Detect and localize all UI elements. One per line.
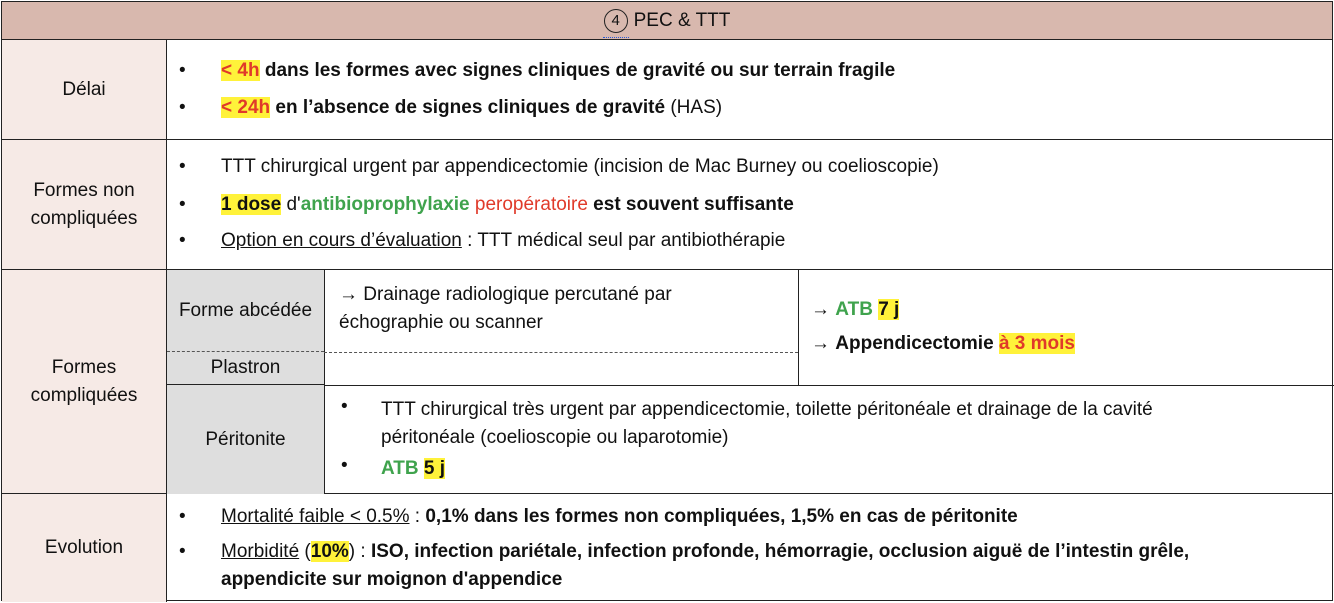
- bullet: •: [179, 194, 186, 215]
- table-title: [2, 2, 1332, 40]
- abces-text: → Drainage radiologique percutané par échographie ou scanner: [339, 284, 672, 333]
- one-dose: 1 dose: [221, 194, 282, 215]
- content-compliquees: [167, 270, 1332, 493]
- mortalite: Mortalité faible < 0.5%: [221, 506, 410, 527]
- divider: [798, 270, 799, 385]
- content-delai: [167, 40, 1332, 139]
- delay-24h: < 24h: [221, 97, 271, 118]
- label-delai: Délai: [2, 40, 167, 139]
- label-evolution: Evolution: [2, 494, 167, 602]
- bullet: •: [179, 541, 186, 562]
- divider: [324, 385, 1334, 386]
- atb-5-days: 5 j: [423, 458, 446, 479]
- peri-atb-line: [381, 455, 445, 483]
- bullet: •: [341, 455, 348, 476]
- paren-close: ) :: [348, 541, 371, 562]
- pec-ttt-table: [1, 1, 1333, 601]
- evolution-line-3: [221, 569, 562, 591]
- label-peritonite: Péritonite: [167, 385, 324, 494]
- row-delai: [2, 40, 1332, 140]
- label-forme-abcedee: Forme abcédée: [167, 270, 324, 352]
- non-comp-line-2-bold: est souvent suffisante: [587, 194, 794, 215]
- arrow: →: [811, 333, 830, 354]
- evolution-line-1: [221, 506, 1018, 528]
- delai-line-1: [221, 60, 895, 82]
- atb-label: ATB: [835, 299, 873, 320]
- non-comp-line-2: [221, 194, 794, 216]
- row-evolution: [2, 494, 1332, 602]
- non-comp-line-1: TTT chirurgical urgent par appendicectomie (incision de Mac Burney ou coelioscopie): [221, 156, 939, 177]
- right-atb-line: [811, 296, 899, 324]
- bullet: •: [341, 396, 348, 417]
- appendicectomie: Appendicectomie: [835, 333, 994, 354]
- bullet: •: [179, 230, 186, 251]
- label-plastron: Plastron: [167, 352, 324, 385]
- title-text: PEC & TTT: [633, 9, 731, 31]
- mortalite-detail: 0,1% dans les formes non compliquées, 1,5% en cas de péritonite: [425, 506, 1018, 527]
- divider: [324, 270, 325, 494]
- paren-open: (: [299, 541, 311, 562]
- bullet: •: [179, 97, 186, 118]
- morbidite-detail: ISO, infection pariétale, infection profonde, hémorragie, occlusion aiguë de l’intestin grêle,: [370, 541, 1190, 562]
- peri-line-1a: TTT chirurgical très urgent par appendicectomie, toilette péritonéale et drainage de la cavité: [381, 399, 1153, 420]
- separator: :: [409, 506, 426, 527]
- non-comp-line-3: [221, 230, 785, 252]
- divider: [324, 352, 798, 353]
- bullet: •: [179, 506, 186, 527]
- label-compliquees: Formes compliquées: [2, 270, 167, 493]
- row-compliquees: [2, 270, 1332, 494]
- circled-number: 4: [604, 9, 628, 33]
- row-non-compliquees: [2, 140, 1332, 270]
- delai-line-1-text: dans les formes avec signes cliniques de gravité ou sur terrain fragile: [259, 60, 896, 81]
- content-non-compliquees: [167, 140, 1332, 269]
- content-evolution: [167, 494, 1332, 602]
- evolution-line-2: [221, 541, 1189, 563]
- option-evaluation: Option en cours d’évaluation: [221, 230, 462, 251]
- peri-line-1b: péritonéale (coelioscopie ou laparotomie): [381, 427, 729, 448]
- right-appendic-line: [811, 330, 1075, 358]
- label-non-compliquees: Formes non compliquées: [2, 140, 167, 269]
- delay-4h: < 4h: [221, 60, 260, 81]
- delai-line-2-bold: en l’absence de signes cliniques de gravité: [270, 97, 666, 118]
- bullet: •: [179, 60, 186, 81]
- morbidite-rate: 10%: [310, 541, 349, 562]
- antibioprophylaxie: antibioprophylaxie: [300, 194, 470, 215]
- peroperatoire: peropératoire: [469, 194, 588, 215]
- non-comp-line-2-a: d': [281, 194, 301, 215]
- morbidite-detail-2: appendicite sur moignon d'appendice: [221, 569, 563, 590]
- arrow: →: [811, 299, 830, 320]
- delay-3-months: à 3 mois: [998, 333, 1075, 354]
- atb-label: ATB: [381, 458, 419, 479]
- delai-line-2-has: (HAS): [665, 97, 723, 118]
- atb-7-days: 7 j: [878, 299, 900, 320]
- non-comp-line-3-text: : TTT médical seul par antibiothérapie: [461, 230, 786, 251]
- morbidite: Morbidité: [221, 541, 300, 562]
- delai-line-2: [221, 97, 722, 119]
- bullet: •: [179, 156, 186, 177]
